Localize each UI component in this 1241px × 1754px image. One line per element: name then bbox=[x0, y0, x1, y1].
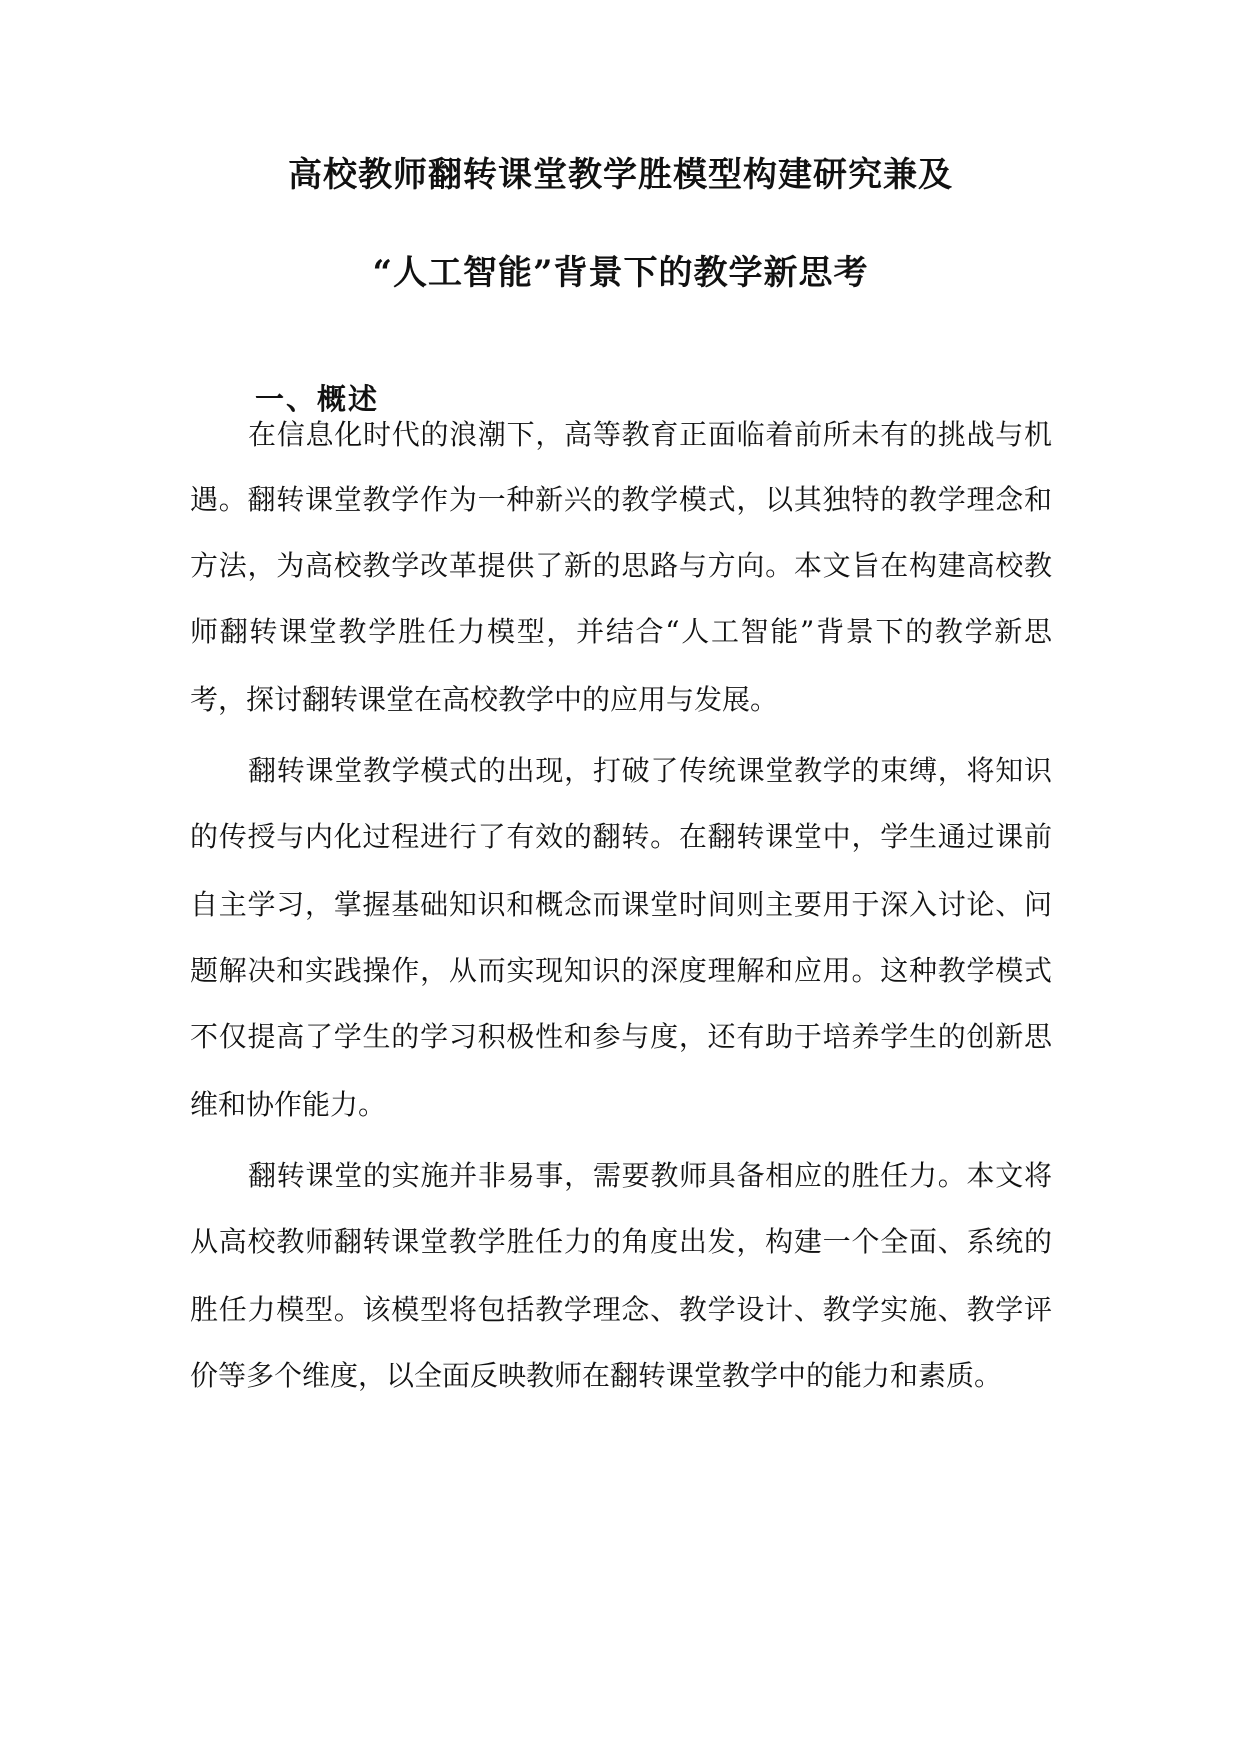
paragraph-line: 胜任力模型。该模型将包括教学理念、教学设计、教学实施、教学评 bbox=[190, 1293, 1052, 1326]
paragraph-line: 翻转课堂教学模式的出现，打破了传统课堂教学的束缚，将知识 bbox=[248, 754, 1052, 787]
paragraph-line: 从高校教师翻转课堂教学胜任力的角度出发，构建一个全面、系统的 bbox=[190, 1225, 1052, 1258]
paragraph-line: 翻转课堂的实施并非易事，需要教师具备相应的胜任力。本文将 bbox=[248, 1159, 1052, 1192]
document-title-line-2: “人工智能”背景下的教学新思考 bbox=[372, 253, 869, 293]
paragraph-line: 方法，为高校教学改革提供了新的思路与方向。本文旨在构建高校教 bbox=[190, 549, 1052, 582]
paragraph-line: 维和协作能力。 bbox=[190, 1088, 387, 1121]
paragraph-line: 师翻转课堂教学胜任力模型，并结合“人工智能”背景下的教学新思 bbox=[190, 615, 1052, 648]
paragraph-line: 的传授与内化过程进行了有效的翻转。在翻转课堂中，学生通过课前 bbox=[190, 820, 1052, 853]
paragraph-line: 不仅提高了学生的学习积极性和参与度，还有助于培养学生的创新思 bbox=[190, 1020, 1052, 1053]
paragraph-line: 考，探讨翻转课堂在高校教学中的应用与发展。 bbox=[190, 683, 779, 716]
paragraph-line: 在信息化时代的浪潮下，高等教育正面临着前所未有的挑战与机 bbox=[248, 418, 1052, 451]
section-heading: 一、概述 bbox=[255, 382, 380, 416]
paragraph-line: 自主学习，掌握基础知识和概念而课堂时间则主要用于深入讨论、问 bbox=[190, 888, 1052, 921]
paragraph-line: 题解决和实践操作，从而实现知识的深度理解和应用。这种教学模式 bbox=[190, 954, 1052, 987]
paragraph-line: 价等多个维度，以全面反映教师在翻转课堂教学中的能力和素质。 bbox=[190, 1359, 1003, 1392]
document-title-line-1: 高校教师翻转课堂教学胜模型构建研究兼及 bbox=[288, 155, 953, 195]
paragraph-line: 遇。翻转课堂教学作为一种新兴的教学模式，以其独特的教学理念和 bbox=[190, 483, 1052, 516]
